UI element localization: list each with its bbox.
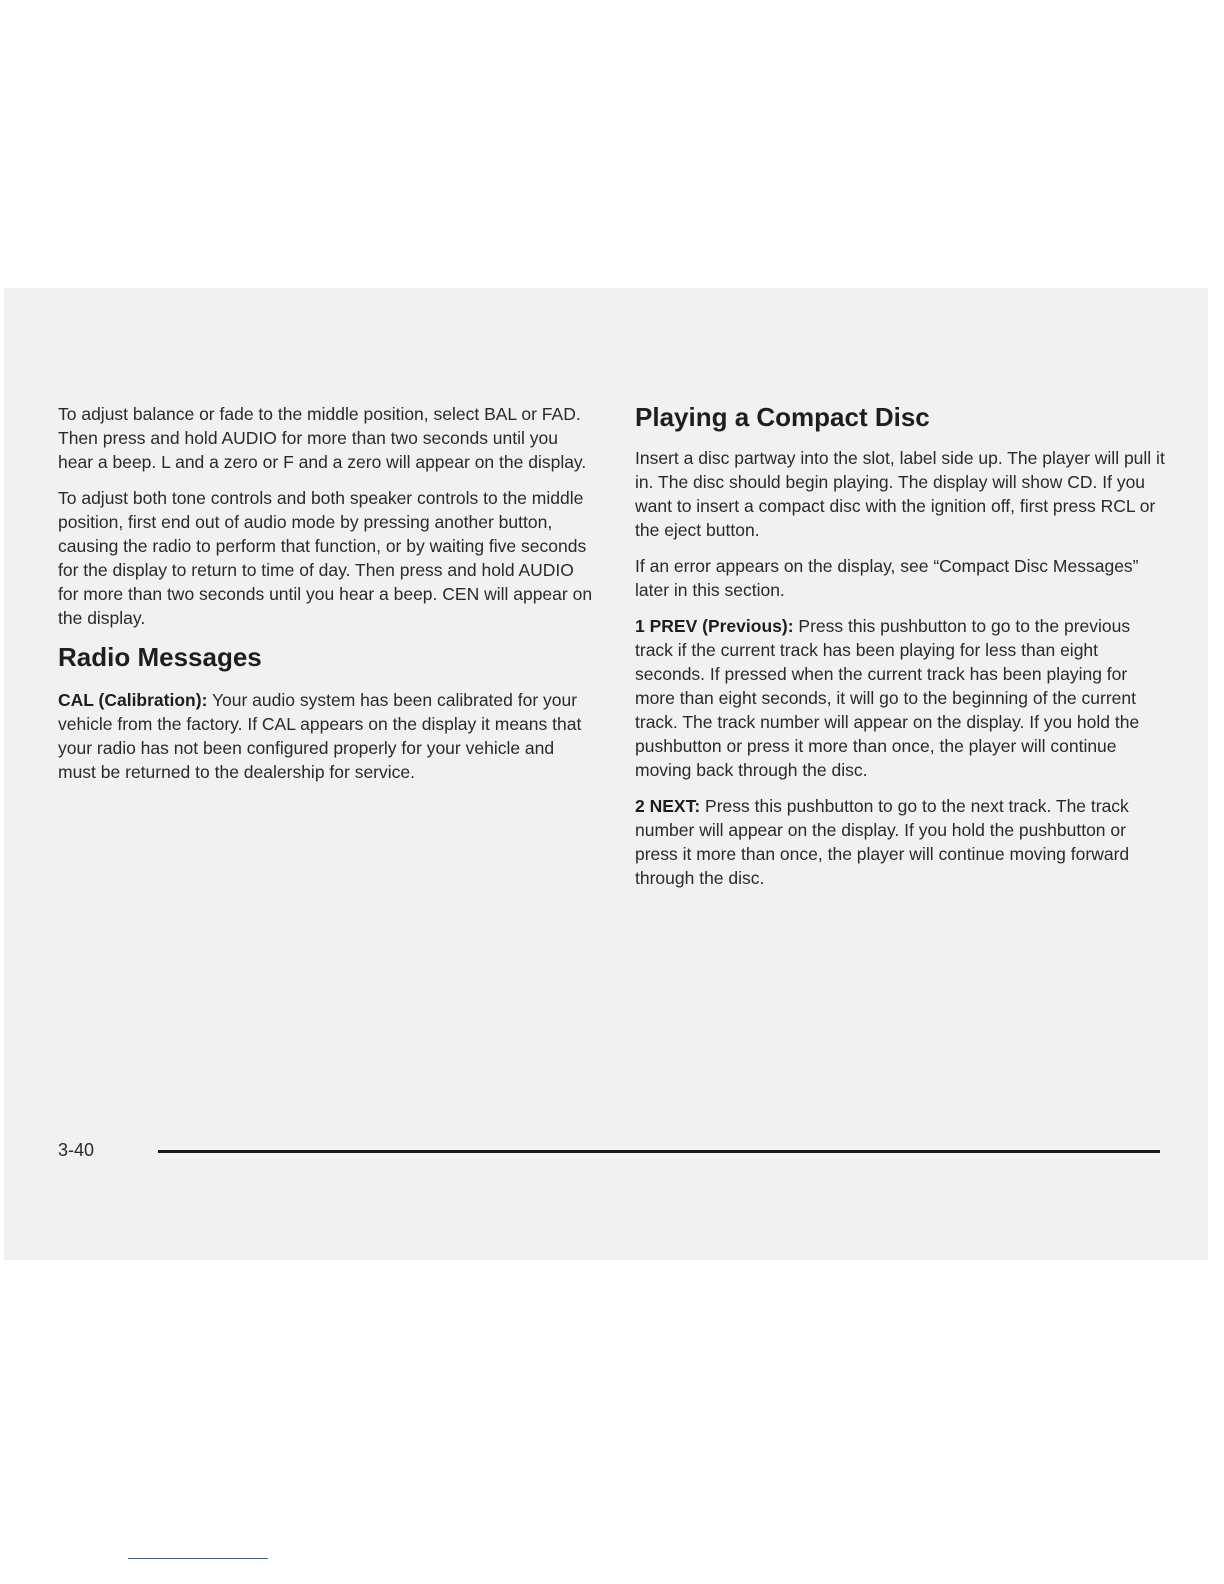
insert-disc-paragraph: Insert a disc partway into the slot, label side up. The player will pull it in. The disc should begin playing. The display will show CD. If you want to insert a compact disc with the ignition off, first press RCL or the eject button. [635, 448, 1165, 540]
prev-paragraph [635, 614, 1165, 782]
error-paragraph: If an error appears on the display, see “Compact Disc Messages” later in this section. [635, 556, 1139, 600]
balance-fade-paragraph: To adjust balance or fade to the middle position, select BAL or FAD. Then press and hold AUDIO for more than two seconds until you hear a beep. L and a zero or F and a zero will appear on the display. [58, 404, 587, 472]
next-paragraph [635, 794, 1165, 890]
right-column [635, 402, 1165, 902]
radio-messages-heading: Radio Messages [58, 642, 262, 672]
bottom-link-underline [128, 1558, 268, 1559]
left-column [58, 402, 594, 796]
tone-speaker-paragraph: To adjust both tone controls and both speaker controls to the middle position, first end out of audio mode by pressing another button, causing the radio to perform that function, or by waiting five seconds for the display to return to time of day. Then press and hold AUDIO for more than two seconds until you hear a beep. CEN will appear on the display. [58, 488, 593, 628]
playing-cd-heading: Playing a Compact Disc [635, 402, 930, 432]
page-number: 3-40 [58, 1140, 95, 1160]
cal-term: CAL (Calibration): [58, 690, 208, 710]
next-text: Press this pushbutton to go to the next track. The track number will appear on the display. If you hold the pushbutton or press it more than once, the player will continue moving forward through the disc. [635, 796, 1130, 888]
next-term: 2 NEXT: [635, 796, 701, 816]
prev-term: 1 PREV (Previous): [635, 616, 794, 636]
footer-rule [158, 1150, 1160, 1153]
cal-text: Your audio system has been calibrated for your vehicle from the factory. If CAL appears on the display it means that your radio has not been configured properly for your vehicle and must be returned to the dealership for service. [58, 690, 582, 782]
prev-text: Press this pushbutton to go to the previous track if the current track has been playing for less than eight seconds. If pressed when the current track has been playing for more than eight seconds, it will go to the beginning of the current track. The track number will appear on the display. If you hold the pushbutton or press it more than once, the player will continue moving back through the disc. [635, 616, 1140, 780]
cal-paragraph [58, 688, 594, 784]
